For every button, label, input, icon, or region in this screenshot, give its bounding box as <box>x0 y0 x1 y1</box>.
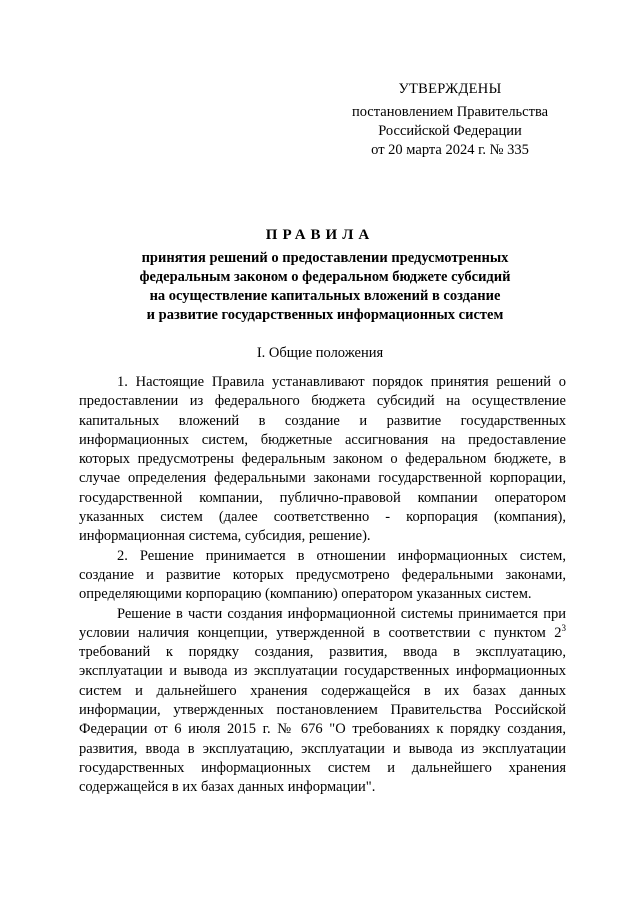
paragraph-1: 1. Настоящие Правила устанавливают порядок принятия решений о предоставлении из федерального бюджета субсидий на осуществление капитальных вложений в создание и развитие государственных информационных систем, бюджетные ассигнования на предоставление которых предусмотрены федеральным законом о федеральном бюджете, в случае определения федеральными законами государственной корпорации, государственной компании, публично-правовой компании оператором указанных систем (далее соответственно - корпорация (компания), информационная система, субсидия, решение). <box>79 374 566 545</box>
subtitle-line: на осуществление капитальных вложений в создание <box>149 288 501 304</box>
document-subtitle <box>80 249 570 325</box>
subtitle-line: и развитие государственных информационных систем <box>146 307 504 323</box>
approval-line: от 20 марта 2024 г. № 335 <box>371 142 529 158</box>
approval-heading: УТВЕРЖДЕНЫ <box>398 81 502 97</box>
document-title: ПРАВИЛА <box>265 227 375 243</box>
subtitle-line: федеральным законом о федеральном бюджете субсидий <box>139 269 511 285</box>
subtitle-line: принятия решений о предоставлении предусмотренных <box>141 250 509 266</box>
paragraph-3-text-start: Решение в части создания информационной системы принимается при условии наличия концепции, утвержденной в соответствии с пунктом 2 <box>79 605 566 641</box>
section-heading: I. Общие положения <box>256 345 384 361</box>
paragraph-3 <box>79 605 566 798</box>
approval-line: постановлением Правительства <box>351 104 549 120</box>
approval-stamp <box>330 80 570 160</box>
document-body <box>79 373 566 798</box>
paragraph-3-text-end: требований к порядку создания, развития, ввода в эксплуатацию, эксплуатации и вывода из эксплуатации государственных информационных систем и дальнейшего хранения содержащейся в их базах данных информации, утвержденных постановлением Правительства Российской Федерации от 6 июля 2015 г. № 676 "О требованиях к порядку создания, развития, ввода в эксплуатацию, эксплуатации и вывода из эксплуатации государственных информационных систем и дальнейшего хранения содержащейся в их базах данных информации". <box>79 644 566 796</box>
approval-line: Российской Федерации <box>378 123 522 139</box>
superscript-reference: 3 <box>561 623 566 634</box>
paragraph-2: 2. Решение принимается в отношении информационных систем, создание и развитие которых предусмотрено федеральными законами, определяющими корпорацию (компанию) оператором указанных систем. <box>79 547 566 603</box>
